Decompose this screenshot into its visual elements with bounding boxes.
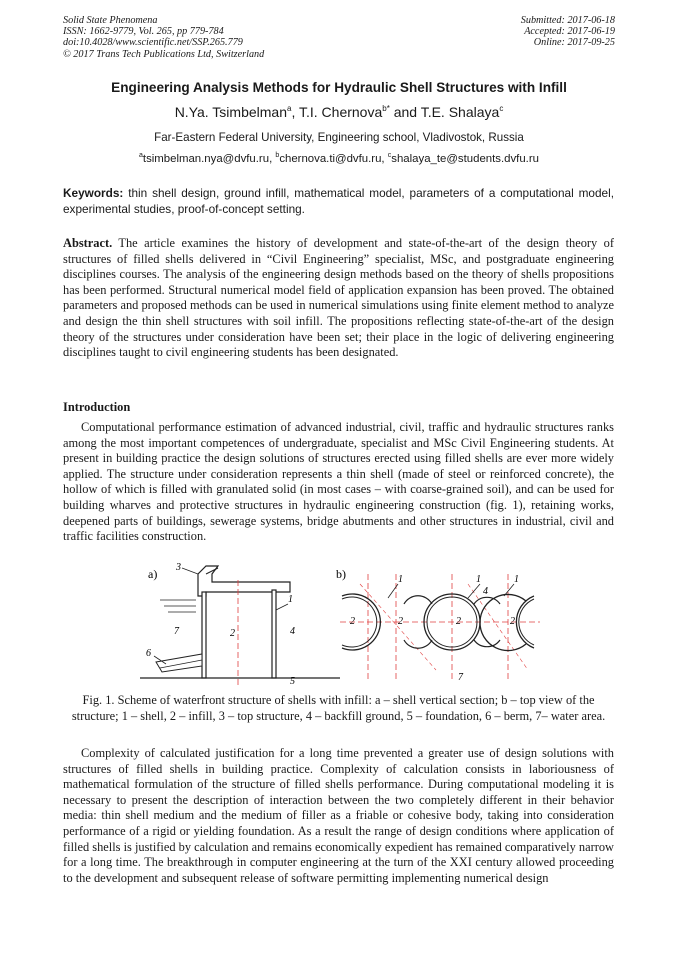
panel-a (140, 562, 340, 687)
author-list: N.Ya. Tsimbelman$^a$, T.I. Chernova$^{b*}$ and T.E. Shalaya$^c$ (174, 104, 504, 120)
journal-info (63, 15, 264, 60)
section-heading-introduction: Introduction (63, 400, 131, 414)
panel-b (336, 567, 540, 683)
panel-b-label: b) (336, 567, 346, 581)
label-2: 2 (350, 616, 355, 627)
label-1: 1 (288, 594, 293, 605)
berm (156, 654, 202, 672)
connecting-arc-bottom (404, 640, 432, 648)
author-sup: b* (382, 104, 390, 113)
figure-1 (140, 560, 540, 688)
label-2: 2 (510, 616, 515, 627)
online-date: Online: 2017-09-25 (533, 37, 615, 49)
dates-info (521, 15, 615, 49)
label-7: 7 (458, 672, 463, 683)
email-link[interactable]: chernova.ti@dvfu.ru (279, 153, 382, 165)
label-1: 1 (476, 574, 481, 585)
label-1: 1 (398, 574, 403, 585)
author-name: T.E. Shalaya (420, 104, 500, 120)
author-sup: a (287, 104, 292, 113)
label-7: 7 (174, 626, 179, 637)
journal-name: Solid State Phenomena (63, 15, 158, 26)
intro-paragraph-1: Computational performance estimation of advanced industrial, civil, traffic and hydraulic structures ranks among the most important competences of undergraduate, specialist and MSc Civil Engineering students. At present in building practice the design solutions of structures erected using filled shells are ever more widely applied. The structure under consideration represents a thin shell (made of steel or reinforced concrete), the hollow of which is filled with granulated solid (in most cases – with coarse-grained soil), and can be used for building wharves and protective structures in hydraulic engineering construction (fig. 1), retaining works, deepened parts of buildings, sewerage systems, bridge abutments and other structures in industrial, civil and traffic facilities construction. (63, 420, 614, 544)
label-2: 2 (230, 628, 235, 639)
abstract-text: The article examines the history of development and state-of-the-art of the design theory of structures of filled shells delivered in “Civil Engineering” specialist, MSc, and postgraduate engineering disciplines courses. The analysis of the engineering design methods based on the theory of shells propositions has been performed. Structural numerical model field of application expansion has been proved. The obtained parameters and proposed methods can be used in numerical simulations using finite element method to analyze and design the thin shell structures with soil infill. The propositions reflecting state-of-the-art of the design theory of the structures under consideration have been set; their place in the logic of delivering engineering disciplines taught to civil engineering students has been designated. (63, 236, 614, 360)
label-4: 4 (483, 586, 488, 597)
doi: doi:10.4028/www.scientific.net/SSP.265.779 (63, 37, 243, 49)
accepted-date: Accepted: 2017-06-19 (524, 26, 615, 38)
label-5: 5 (290, 676, 295, 687)
paper-title: Engineering Analysis Methods for Hydraulic Shell Structures with Infill (111, 80, 567, 95)
email-link[interactable]: shalaya_te@students.dvfu.ru (391, 153, 539, 165)
submitted-date: Submitted: 2017-06-18 (520, 15, 615, 26)
connecting-arc-top (404, 596, 432, 604)
label-1: 1 (514, 574, 519, 585)
keywords (63, 186, 614, 217)
author-name: N.Ya. Tsimbelman (174, 104, 287, 120)
intro-paragraph-2: Complexity of calculated justification for a long time prevented a greater use of design solutions with structures of filled shells in building practice. Complexity of calculation consists in laboriousness of mathematical formulation of the structure of filled shells performance. During computational modeling it is necessary to present the description of interaction between the two completely different in their behavior media: thin shell medium and the medium of filler as a friable or cohesive body, taking into consideration performance of a rigid or yielding foundation. As a result the range of design conditions where application of filled shells is justified by calculation and remains economically expedient has remained comparatively narrow for a long time. The breakthrough in computer engineering at the turn of the XXI century allowed proceeding to the development and subsequent release of software permitting implementing numerical design (63, 746, 614, 885)
email-link[interactable]: tsimbelman.nya@dvfu.ru (142, 153, 270, 165)
author-name: T.I. Chernova (298, 104, 383, 120)
figure-caption: Fig. 1. Scheme of waterfront structure of shells with infill: a – shell vertical section; b – top view of the structure; 1 – shell, 2 – infill, 3 – top structure, 4 – backfill ground, 5 – foundation, 6 – berm, 7– water area. (71, 693, 606, 723)
copyright: © 2017 Trans Tech Publications Ltd, Switzerland (63, 48, 265, 60)
author-sup: c (499, 104, 504, 113)
email-list: $^a$tsimbelman.nya@dvfu.ru, $^b$chernova.ti@dvfu.ru, $^c$shalaya_te@students.dvfu.ru (139, 152, 539, 165)
abstract (63, 236, 614, 361)
leader-line (182, 568, 198, 574)
label-2: 2 (398, 616, 403, 627)
leader-line (276, 604, 288, 610)
label-4: 4 (290, 626, 295, 637)
abstract-label: Abstract. (63, 236, 113, 250)
label-2: 2 (456, 616, 461, 627)
keywords-label: Keywords: (63, 186, 124, 200)
shell-wall-right (272, 590, 276, 678)
panel-a-label: a) (148, 567, 158, 581)
issn: ISSN: 1662-9779, Vol. 265, pp 779-784 (63, 26, 224, 38)
shell-wall-left (202, 592, 206, 678)
leader-line (388, 584, 398, 598)
affiliation: Far-Eastern Federal University, Engineering school, Vladivostok, Russia (154, 131, 524, 144)
keywords-text: thin shell design, ground infill, mathematical model, parameters of a computational model, experimental studies, proof-of-concept setting. (63, 186, 614, 216)
label-6: 6 (146, 648, 151, 659)
label-3: 3 (176, 562, 181, 573)
